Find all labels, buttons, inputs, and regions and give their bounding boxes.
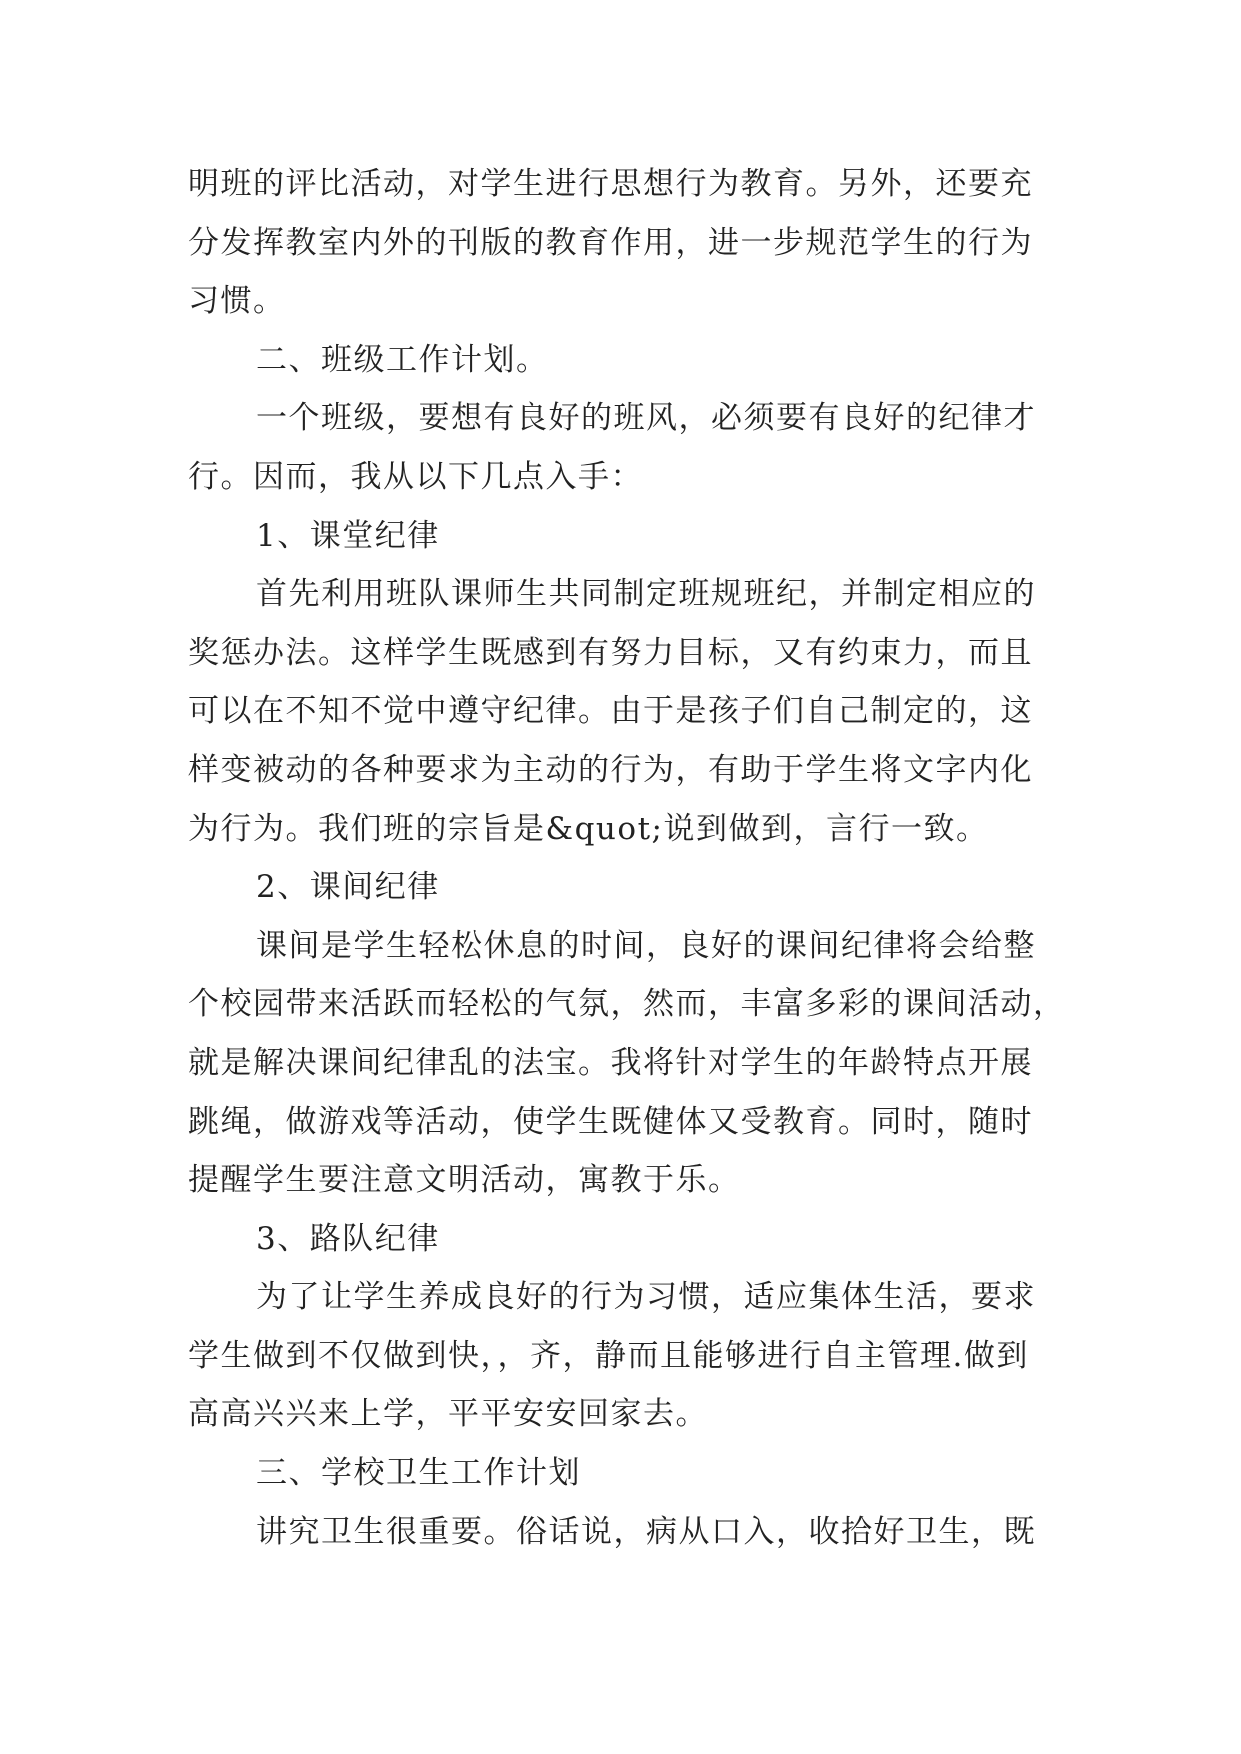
document-body bbox=[188, 155, 1066, 1561]
text-line: 个校园带来活跃而轻松的气氛，然而，丰富多彩的课间活动， bbox=[188, 986, 1066, 1023]
text-line: 可以在不知不觉中遵守纪律。由于是孩子们自己制定的，这 bbox=[188, 693, 1033, 730]
text-line: 行。因而，我从以下几点入手： bbox=[188, 458, 643, 495]
section-heading: 二、班级工作计划。 bbox=[256, 341, 549, 378]
text-line: 提醒学生要注意文明活动，寓教于乐。 bbox=[188, 1162, 741, 1199]
subsection-heading: 1、课堂纪律 bbox=[256, 517, 440, 554]
text-line: 跳绳，做游戏等活动，使学生既健体又受教育。同时，随时 bbox=[188, 1103, 1033, 1140]
text-line: 为行为。我们班的宗旨是&quot;说到做到，言行一致。 bbox=[188, 810, 989, 847]
section-heading: 三、学校卫生工作计划 bbox=[256, 1455, 581, 1492]
text-line: 一个班级，要想有良好的班风，必须要有良好的纪律才 bbox=[256, 400, 1036, 437]
text-line: 样变被动的各种要求为主动的行为，有助于学生将文字内化 bbox=[188, 751, 1033, 788]
text-line: 就是解决课间纪律乱的法宝。我将针对学生的年龄特点开展 bbox=[188, 1044, 1033, 1081]
text-line: 课间是学生轻松休息的时间，良好的课间纪律将会给整 bbox=[256, 927, 1036, 964]
text-line: 奖惩办法。这样学生既感到有努力目标，又有约束力，而且 bbox=[188, 634, 1033, 671]
text-line: 首先利用班队课师生共同制定班规班纪，并制定相应的 bbox=[256, 576, 1036, 613]
subsection-heading: 3、路队纪律 bbox=[256, 1220, 440, 1257]
text-line: 习惯。 bbox=[188, 283, 286, 320]
text-line: 讲究卫生很重要。俗话说，病从口入，收拾好卫生，既 bbox=[256, 1513, 1036, 1550]
text-line: 为了让学生养成良好的行为习惯，适应集体生活，要求 bbox=[256, 1279, 1036, 1316]
text-line: 分发挥教室内外的刊版的教育作用，进一步规范学生的行为 bbox=[188, 224, 1033, 261]
text-line: 高高兴兴来上学，平平安安回家去。 bbox=[188, 1396, 708, 1433]
text-line: 明班的评比活动，对学生进行思想行为教育。另外，还要充 bbox=[188, 166, 1033, 202]
text-line: 学生做到不仅做到快，，齐，静而且能够进行自主管理.做到 bbox=[188, 1337, 1029, 1374]
subsection-heading: 2、课间纪律 bbox=[256, 869, 440, 906]
